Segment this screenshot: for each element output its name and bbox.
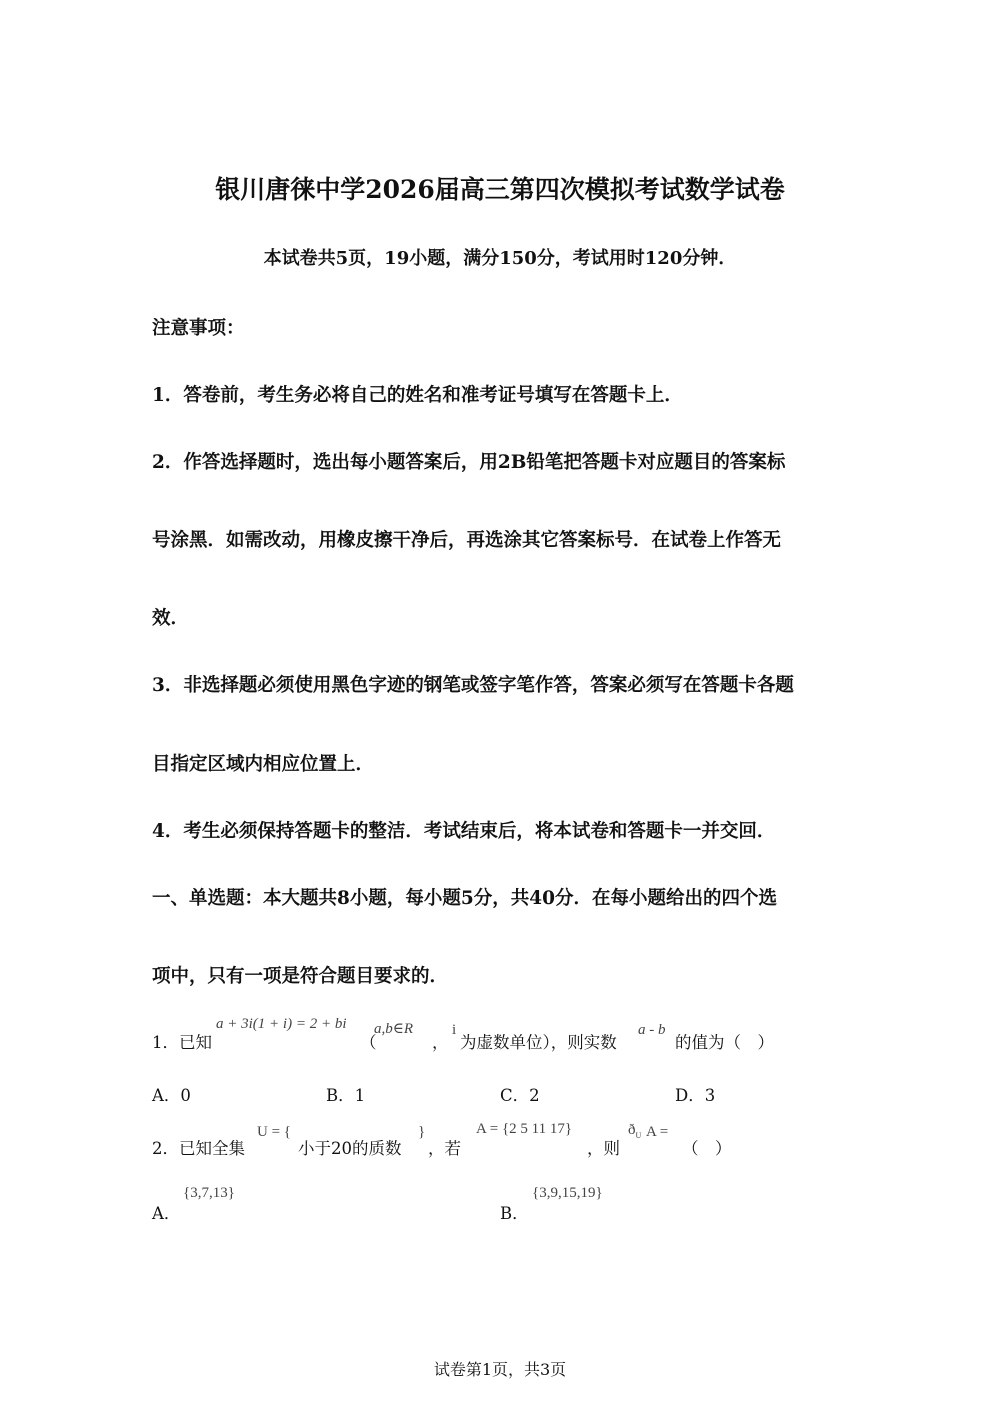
q2-prefix: 2．已知全集 bbox=[152, 1139, 245, 1158]
notice-item-1: 1．答卷前，考生务必将自己的姓名和准考证号填写在答题卡上． bbox=[152, 385, 683, 406]
q1-option-c[interactable]: C．2 bbox=[500, 1086, 540, 1105]
q1-comma: ， bbox=[432, 1033, 449, 1052]
section-1-line-2: 项中，只有一项是符合题目要求的． bbox=[152, 966, 449, 987]
q1-prefix: 1．已知 bbox=[152, 1033, 212, 1052]
q1-paren-open: （ bbox=[360, 1033, 377, 1052]
q2-option-a-label[interactable]: A． bbox=[152, 1204, 181, 1223]
notice-item-2-line-1: 2．作答选择题时，选出每小题答案后，用2B铅笔把答题卡对应题目的答案标 bbox=[152, 452, 786, 473]
notice-item-3-line-2: 目指定区域内相应位置上． bbox=[152, 754, 375, 775]
q1-formula: a + 3i(1 + i) = 2 + bi bbox=[216, 1016, 347, 1032]
q1-option-b[interactable]: B．1 bbox=[326, 1086, 366, 1105]
q2-option-a-value[interactable]: {3,7,13} bbox=[183, 1185, 235, 1201]
q2-paren: （ ） bbox=[682, 1139, 732, 1158]
notice-item-2-line-2: 号涂黑．如需改动，用橡皮擦干净后，再选涂其它答案标号．在试卷上作答无 bbox=[152, 530, 782, 551]
q1-text-mid: 为虚数单位），则实数 bbox=[460, 1033, 617, 1052]
notice-item-3-line-1: 3．非选择题必须使用黑色字迹的钢笔或签字笔作答，答案必须写在答题卡各题 bbox=[152, 675, 794, 696]
q2-a-formula: A = {2 5 11 17} bbox=[476, 1121, 573, 1137]
notice-item-4: 4．考生必须保持答题卡的整洁．考试结束后，将本试卷和答题卡一并交回． bbox=[152, 821, 776, 842]
q1-i-symbol: i bbox=[452, 1022, 457, 1038]
q1-option-d[interactable]: D．3 bbox=[675, 1086, 716, 1105]
q2-complement-symbol: $ð_U$ bbox=[628, 1122, 642, 1140]
q1-condition: a,b∈R bbox=[374, 1021, 414, 1037]
q2-option-b-label[interactable]: B． bbox=[500, 1204, 529, 1223]
q2-complement-a: A = bbox=[646, 1124, 669, 1140]
q2-u-close: } bbox=[418, 1124, 426, 1140]
q1-option-a[interactable]: A．0 bbox=[152, 1086, 191, 1105]
q1-expr: a - b bbox=[638, 1022, 666, 1038]
q2-text-then: ，则 bbox=[587, 1139, 620, 1158]
q2-u-text: 小于20的质数 bbox=[298, 1139, 402, 1158]
q2-u-formula: U = { bbox=[257, 1124, 291, 1140]
page-footer: 试卷第1页，共3页 bbox=[433, 1360, 567, 1379]
q2-option-b-value[interactable]: {3,9,15,19} bbox=[532, 1185, 603, 1201]
notice-heading: 注意事项： bbox=[152, 318, 245, 339]
notice-item-2-line-3: 效． bbox=[152, 608, 190, 629]
q2-text-if: ，若 bbox=[428, 1139, 461, 1158]
q1-text-end: 的值为（ ） bbox=[675, 1033, 774, 1052]
exam-subtitle: 本试卷共5页，19小题，满分150分，考试用时120分钟． bbox=[263, 248, 737, 269]
section-1-line-1: 一、单选题：本大题共8小题，每小题5分，共40分．在每小题给出的四个选 bbox=[152, 888, 777, 909]
exam-title: 银川唐徕中学2026届高三第四次模拟考试数学试卷 bbox=[215, 175, 785, 204]
